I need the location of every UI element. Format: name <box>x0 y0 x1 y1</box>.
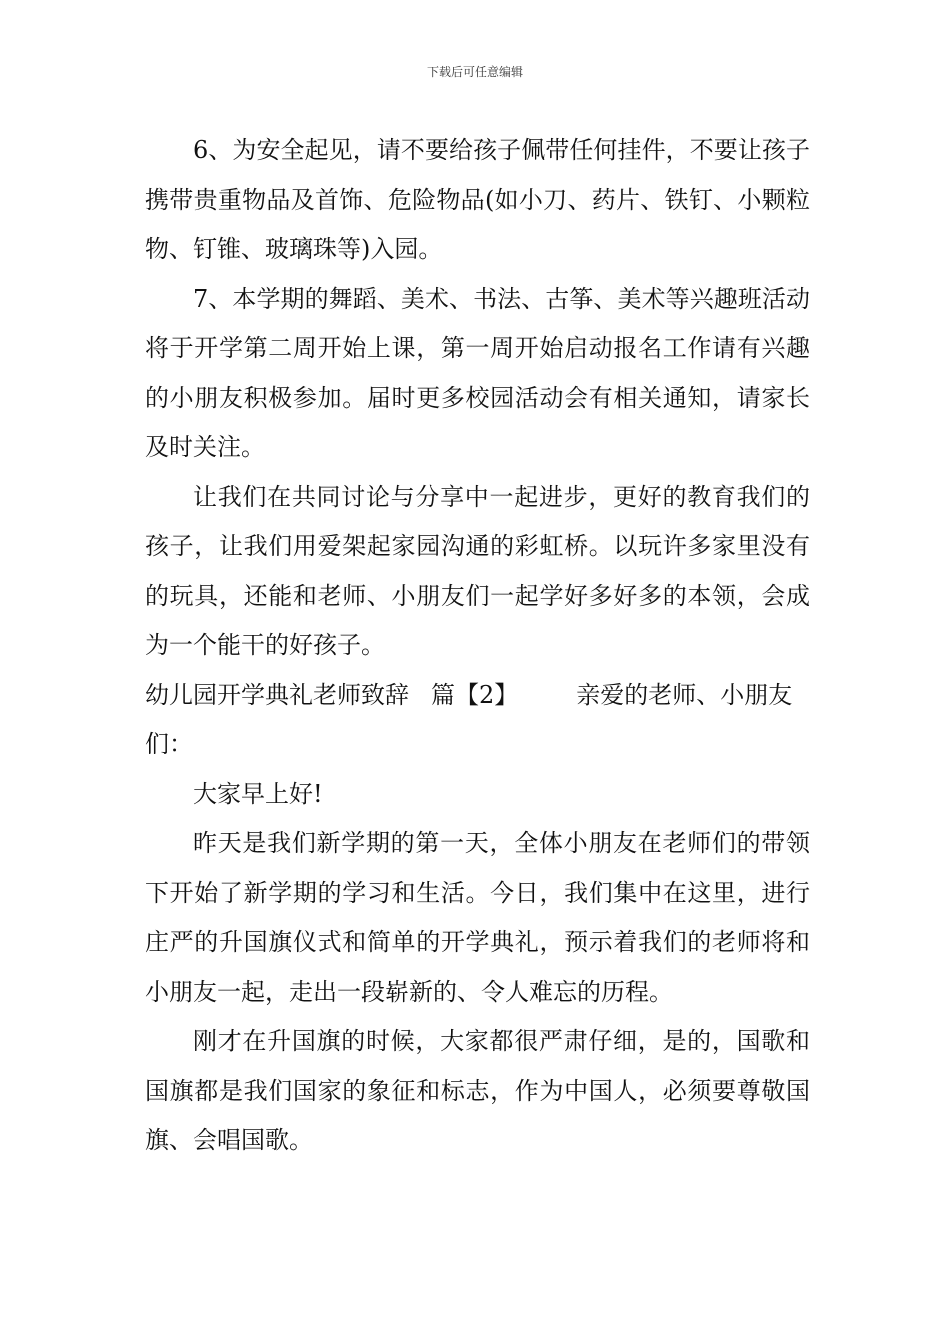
paragraph-flag-ceremony: 刚才在升国旗的时候，大家都很严肃仔细，是的，国歌和国旗都是我们国家的象征和标志，作为中国人，必须要尊敬国旗、会唱国歌。 <box>145 1027 810 1154</box>
paragraph-safety-notice: 6、为安全起见，请不要给孩子佩带任何挂件，不要让孩子携带贵重物品及首饰、危险物品(如小刀、药片、铁钉、小颗粒物、钉锥、玻璃珠等)入园。 <box>145 136 810 263</box>
section-title: 幼儿园开学典礼老师致辞 <box>145 680 409 709</box>
salutation: 亲爱的老师、小朋友们： <box>145 680 793 758</box>
paragraph-closing: 让我们在共同讨论与分享中一起进步，更好的教育我们的孩子，让我们用爱架起家园沟通的彩虹桥。以玩许多家里没有的玩具，还能和老师、小朋友们一起学好多好多的本领，会成为一个能干的好孩子。 <box>145 482 810 659</box>
paragraph-interest-classes: 7、本学期的舞蹈、美术、书法、古筝、美术等兴趣班活动将于开学第二周开始上课，第一周开始启动报名工作请有兴趣的小朋友积极参加。届时更多校园活动会有相关通知，请家长及时关注。 <box>145 284 810 461</box>
page-header: 下载后可任意编辑 <box>426 65 523 79</box>
section-part-label: 篇【2】 <box>431 680 519 709</box>
document-body <box>145 126 810 1166</box>
paragraph-first-day: 昨天是我们新学期的第一天，全体小朋友在老师们的带领下开始了新学期的学习和生活。今日，我们集中在这里，进行庄严的升国旗仪式和简单的开学典礼，预示着我们的老师将和小朋友一起，走出一段崭新的、令人难忘的历程。 <box>145 829 810 1006</box>
section-heading <box>145 671 810 770</box>
paragraph-greeting: 大家早上好! <box>193 779 323 808</box>
